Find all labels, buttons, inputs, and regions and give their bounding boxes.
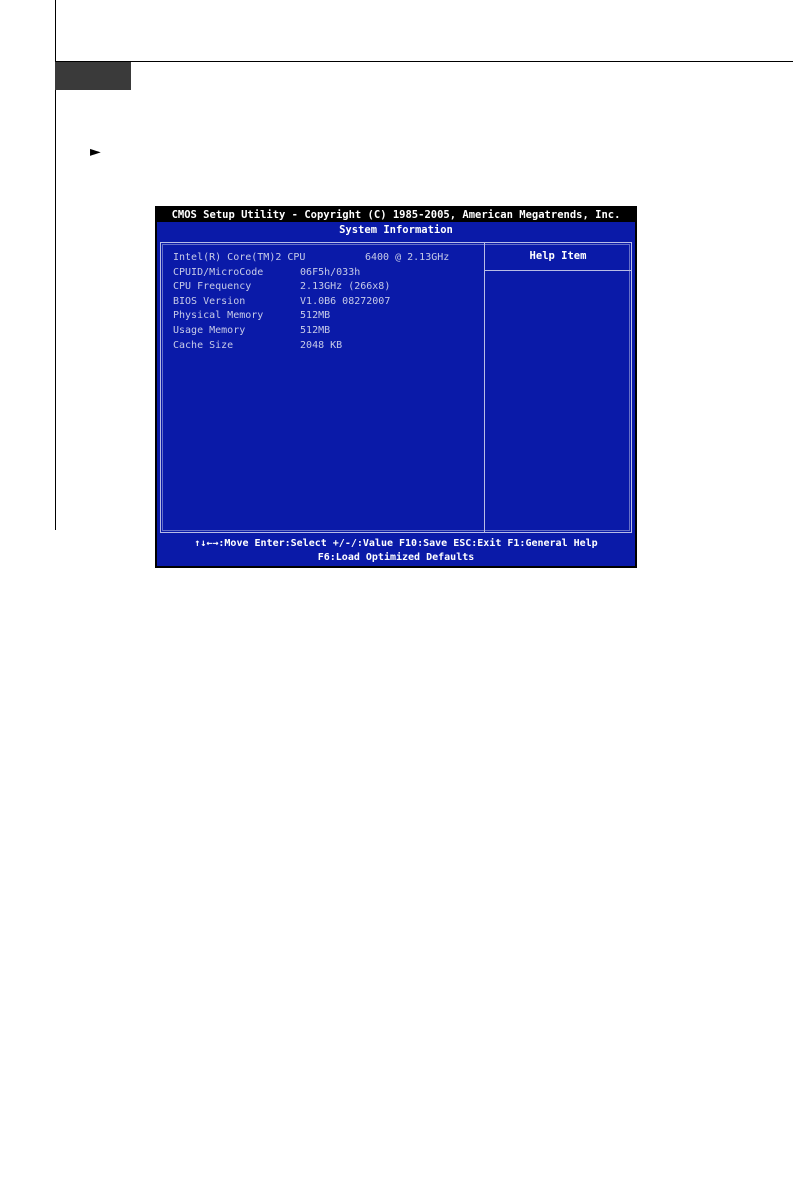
info-row-frequency bbox=[173, 280, 390, 295]
bios-key-legend bbox=[157, 536, 635, 566]
usage-memory-value: 512MB bbox=[300, 324, 331, 336]
header-rule bbox=[55, 61, 793, 62]
cpuid-value: 06F5h/033h bbox=[300, 266, 361, 278]
cpuid-label: CPUID/MicroCode bbox=[173, 266, 264, 278]
bios-frame bbox=[160, 242, 632, 533]
cache-size-label: Cache Size bbox=[173, 339, 234, 351]
usage-memory-label: Usage Memory bbox=[173, 324, 246, 336]
info-row-bios-version bbox=[173, 295, 390, 310]
info-row-cache-size bbox=[173, 339, 390, 354]
bios-screenshot bbox=[155, 206, 637, 568]
bullet-arrow-icon: ► bbox=[90, 144, 101, 160]
info-row-cpu bbox=[173, 251, 450, 266]
bios-version-value: V1.0B6 08272007 bbox=[300, 295, 391, 307]
info-row-cpuid bbox=[173, 266, 390, 281]
cpu-frequency-label: CPU Frequency bbox=[173, 281, 252, 293]
info-row-physical-memory bbox=[173, 309, 390, 324]
system-info-panel bbox=[161, 243, 485, 532]
cache-size-value: 2048 KB bbox=[300, 339, 343, 351]
bios-page-title: System Information bbox=[157, 222, 635, 239]
cpu-frequency-value: 2.13GHz (266x8) bbox=[300, 281, 391, 293]
bios-title: CMOS Setup Utility - Copyright (C) 1985-2005, American Megatrends, Inc. bbox=[157, 208, 635, 222]
physical-memory-label: Physical Memory bbox=[173, 310, 264, 322]
key-legend-line-1: ↑↓←→:Move Enter:Select +/-/:Value F10:Save ESC:Exit F1:General Help bbox=[194, 538, 598, 549]
bios-header bbox=[157, 208, 635, 239]
bios-body bbox=[157, 239, 635, 536]
cpu-model-value: 6400 @ 2.13GHz bbox=[365, 252, 450, 263]
help-panel bbox=[485, 243, 631, 532]
physical-memory-value: 512MB bbox=[300, 310, 331, 322]
cpu-label: Intel(R) Core(TM)2 CPU bbox=[173, 252, 306, 263]
key-legend-line-2: F6:Load Optimized Defaults bbox=[317, 552, 475, 563]
bios-version-label: BIOS Version bbox=[173, 295, 246, 307]
info-row-usage-memory bbox=[173, 324, 390, 339]
chapter-tab bbox=[55, 62, 131, 90]
system-info-list bbox=[173, 251, 450, 353]
help-item-title: Help Item bbox=[485, 243, 631, 271]
